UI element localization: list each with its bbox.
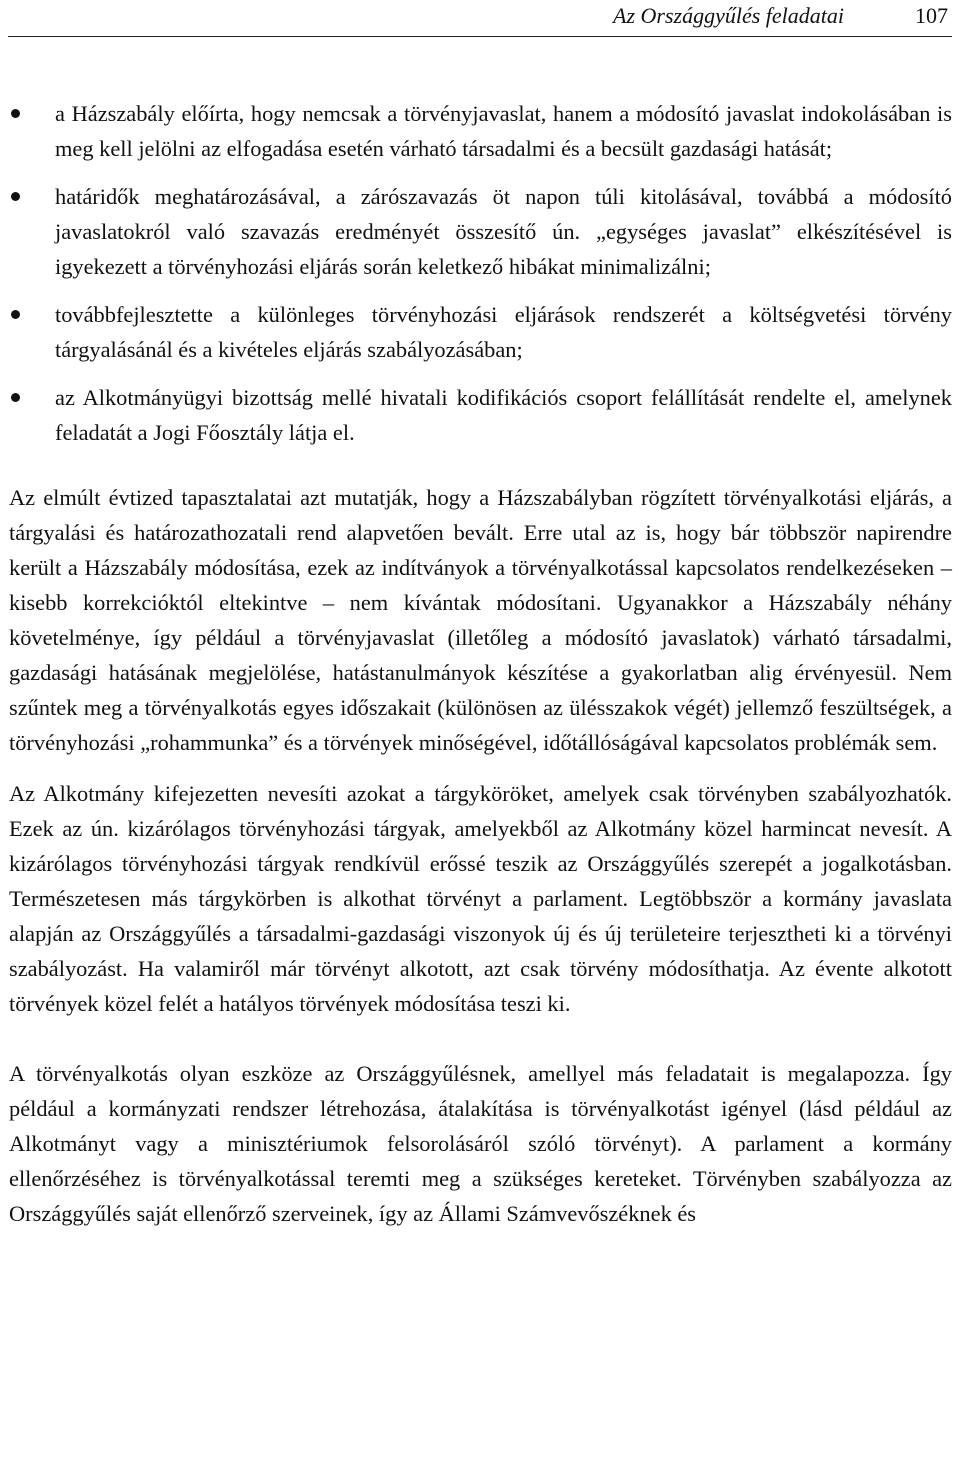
body-paragraph: Az elmúlt évtized tapasztalatai azt mutatják, hogy a Házszabályban rögzített törvényalkotási eljárás, a tárgyalási és határozathozatali rend alapvetően bevált. Erre utal az is, hogy bár többször napirendre került a Házszabály módosítása, ezek az indítványok a törvényalkotással kapcsolatos rendelkezéseken – kisebb korrekcióktól eltekintve – nem kívántak módosítani. Ugyanakkor a Házszabály néhány követelménye, így például a törvényjavaslat (illetőleg a módosító javaslatok) várható társadalmi, gazdasági hatásának megjelölése, hatástanulmányok készítése a gyakorlatban alig érvényesül. Nem szűntek meg a törvényalkotás egyes időszakait (különösen az ülésszakok végét) jellemző feszültségek, a törvényhozási „rohammunka” és a törvények minőségével, időtállóságával kapcsolatos problémák sem. (9, 485, 952, 755)
bullet-item (9, 380, 952, 450)
page-body (9, 96, 952, 1231)
body-paragraph: A törvényalkotás olyan eszköze az Országgyűlésnek, amellyel más feladatait is megalapozza. Így például a kormányzati rendszer létrehozása, átalakítása is törvényalkotást igényel (lásd például az Alkotmányt vagy a minisztériumok felsorolásáról szóló törvényt). A parlament a kormány ellenőrzéséhez is törvényalkotással teremti meg a szükséges kereteket. Törvényben szabályozza az Országgyűlés saját ellenőrző szerveinek, így az Állami Számvevőszéknek és (9, 1061, 952, 1226)
bullet-icon (11, 192, 20, 201)
bullet-icon (11, 393, 20, 402)
bullet-text: a Házszabály előírta, hogy nemcsak a törvényjavaslat, hanem a módosító javaslat indokolásában is meg kell jelölni az elfogadása esetén várható társadalmi és a becsült gazdasági hatását; (55, 101, 952, 161)
page-header (8, 0, 952, 37)
bullet-text: határidők meghatározásával, a zárószavazás öt napon túli kitolásával, továbbá a módosító javaslatokról való szavazás eredményét összesítő ún. „egységes javaslat” elkészítésével is igyekezett a törvényhozási eljárás során keletkező hibákat minimalizálni; (55, 184, 952, 279)
bullet-item (9, 96, 952, 166)
bullet-item (9, 297, 952, 367)
bullet-icon (11, 109, 20, 118)
page-number: 107 (915, 3, 948, 28)
bullet-text: továbbfejlesztette a különleges törvényhozási eljárások rendszerét a költségvetési törvény tárgyalásánál és a kivételes eljárás szabályozásában; (55, 302, 952, 362)
bullet-list (9, 96, 952, 450)
bullet-text: az Alkotmányügyi bizottság mellé hivatali kodifikációs csoport felállítását rendelte el, amelynek feladatát a Jogi Főosztály látja el. (55, 385, 952, 445)
bullet-item (9, 179, 952, 284)
running-title: Az Országgyűlés feladatai (613, 3, 844, 28)
body-paragraph: Az Alkotmány kifejezetten nevesíti azokat a tárgyköröket, amelyek csak törvényben szabályozhatók. Ezek az ún. kizárólagos törvényhozási tárgyak, amelyekből az Alkotmány közel harmincat nevesít. A kizárólagos törvényhozási tárgyak rendkívül erőssé teszik az Országgyűlés szerepét a jogalkotásban. Természetesen más tárgykörben is alkothat törvényt a parlament. Legtöbbször a kormány javaslata alapján az Országgyűlés a társadalmi-gazdasági viszonyok új és új területeire terjesztheti ki a törvényi szabályozást. Ha valamiről már törvényt alkotott, azt csak törvény módosíthatja. Az évente alkotott törvények közel felét a hatályos törvények módosítása teszi ki. (9, 781, 952, 1016)
bullet-icon (11, 310, 20, 319)
